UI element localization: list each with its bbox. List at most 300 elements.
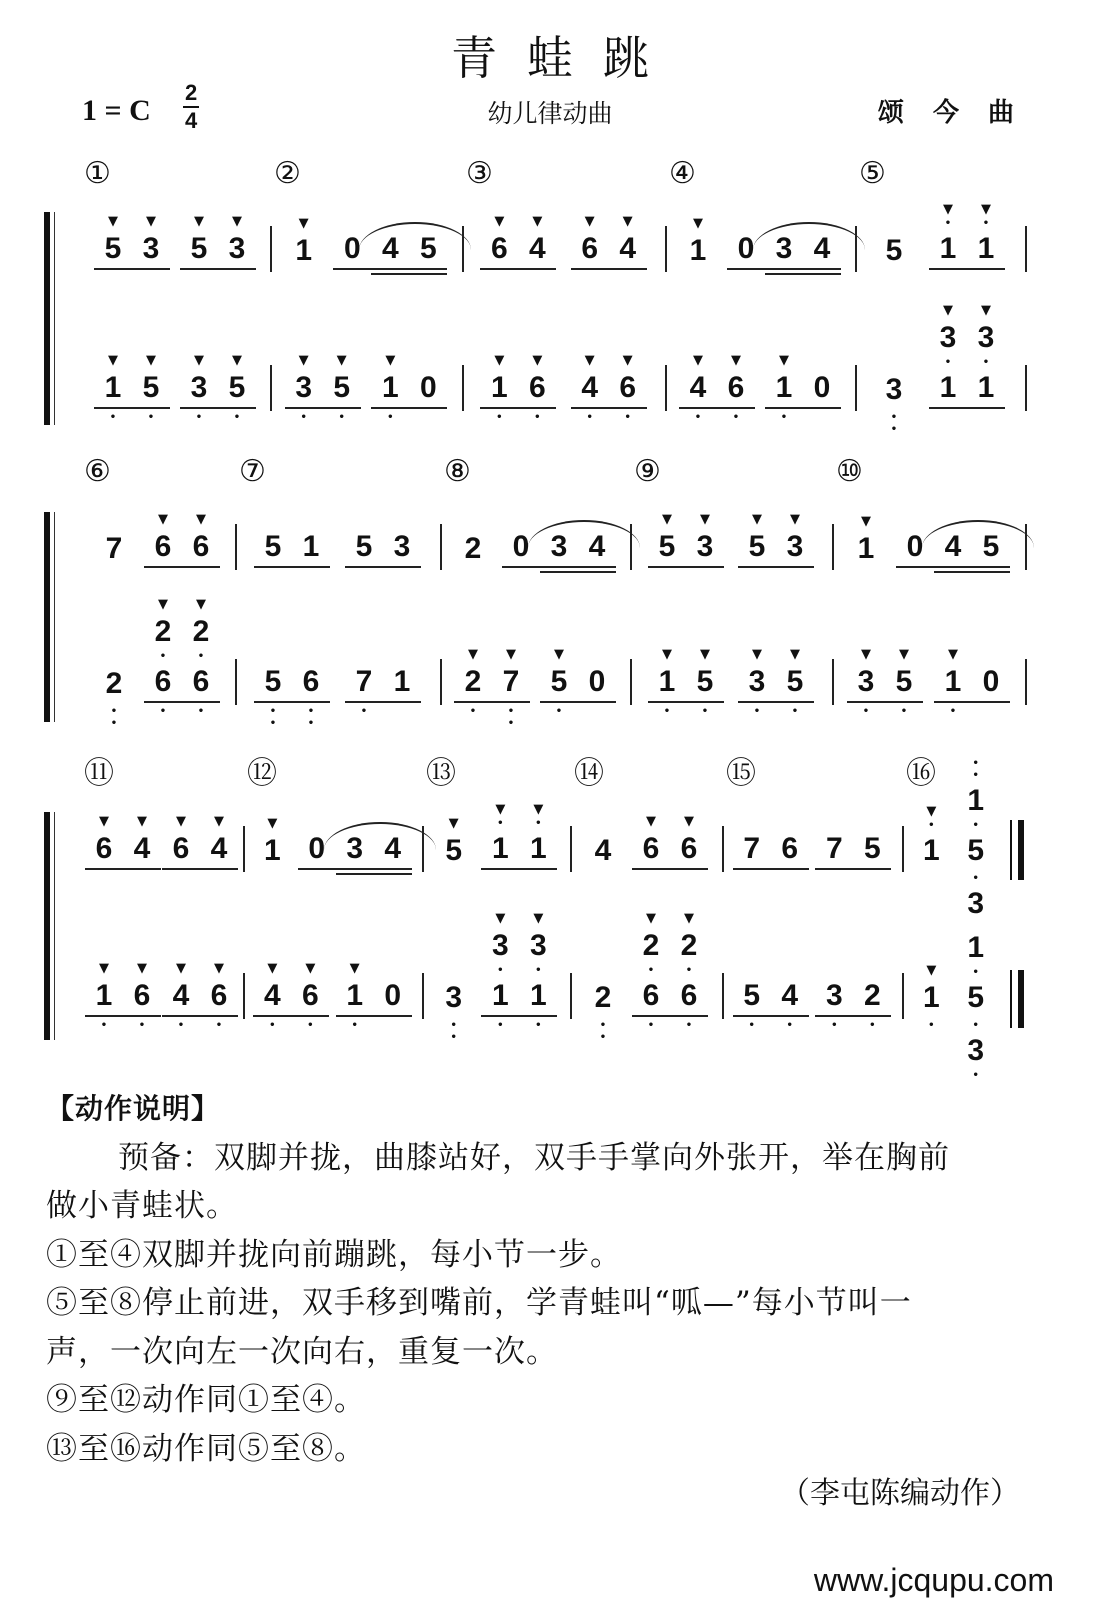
note-digit: 0	[374, 977, 412, 1017]
octave-dot: •	[450, 1020, 457, 1031]
chord-note: 3	[967, 1034, 984, 1067]
note-digit: 0	[298, 830, 336, 870]
note-digit: 0	[409, 369, 447, 409]
measure	[80, 845, 243, 1045]
octave-dot: •	[269, 706, 277, 717]
note-digit: 2	[464, 532, 482, 565]
accent-mark: ▼	[495, 911, 506, 926]
note-digit: 1	[689, 234, 707, 267]
note-digit: 7	[733, 830, 771, 870]
measure	[570, 845, 722, 1045]
note-digit: 5	[323, 369, 361, 409]
note-digit: 1	[922, 834, 940, 867]
accent-mark: ▼	[662, 512, 672, 527]
accent-mark: ▼	[752, 647, 762, 662]
low-marks	[307, 1017, 313, 1045]
accent-mark: ▼	[533, 802, 544, 817]
octave-dot: •	[972, 820, 979, 831]
barline	[422, 973, 424, 1019]
accent-mark: ▼	[99, 814, 109, 829]
low-marks	[269, 1017, 275, 1045]
note-digit: 4	[771, 977, 809, 1017]
octave-dot: •	[949, 706, 957, 717]
octave-dot: •	[338, 412, 345, 423]
octave-dot: •	[100, 1020, 108, 1031]
note-digit: 5	[445, 834, 462, 867]
measure-number: ⑩	[836, 454, 863, 489]
measure	[422, 845, 570, 1045]
note-digit: 1	[85, 977, 123, 1017]
note-digit: 4	[578, 528, 616, 568]
octave-dot: •	[972, 758, 979, 769]
note-digit: 5	[967, 834, 984, 867]
barline	[243, 973, 245, 1019]
accent-mark: ▼	[731, 353, 741, 368]
note-digit: 3	[686, 528, 724, 568]
octave-dot: •	[694, 412, 702, 423]
instructions-heading: 【动作说明】	[46, 1092, 221, 1125]
note	[815, 977, 853, 1045]
note-digit: 3	[815, 977, 853, 1017]
note-digit: 6	[518, 369, 556, 409]
low-marks	[748, 1017, 754, 1045]
chord-note: 2	[192, 615, 210, 648]
octave-dot: •	[197, 651, 205, 662]
octave-dot: •	[307, 718, 315, 729]
octave-dot: •	[972, 770, 979, 781]
note-group	[632, 911, 708, 1045]
accent-mark: ▼	[158, 597, 168, 612]
note	[733, 977, 771, 1045]
note-digit: 4	[253, 977, 291, 1017]
low-marks	[928, 1017, 934, 1045]
lower-staff	[0, 845, 1100, 1081]
note-digit: 5	[648, 528, 686, 568]
chord-note: 2	[680, 929, 698, 962]
octave-dot: •	[555, 706, 563, 717]
accent-mark: ▼	[196, 597, 206, 612]
note-digit: 6	[670, 830, 708, 870]
octave-dot: •	[534, 412, 541, 423]
note-digit: 1	[94, 369, 132, 409]
note-digit: 6	[571, 230, 609, 270]
accent-mark: ▼	[214, 961, 224, 976]
note-digit: 5	[686, 663, 724, 703]
octave-dot: •	[177, 1020, 185, 1031]
accent-mark: ▼	[943, 303, 953, 318]
accent-mark: ▼	[108, 214, 118, 229]
note-digit: 4	[518, 230, 556, 270]
chord-note: 3	[529, 929, 547, 962]
accent-mark: ▼	[926, 963, 937, 978]
accent-mark: ▼	[506, 647, 516, 662]
note-digit: 6	[632, 830, 670, 870]
note-digit: 5	[738, 528, 776, 568]
octave-dot: •	[748, 1020, 755, 1031]
note-group	[435, 979, 473, 1045]
octave-dot: •	[647, 965, 655, 976]
note-digit: 6	[85, 830, 123, 870]
measure-number: ⑪	[84, 756, 114, 791]
octave-dot: •	[928, 1020, 935, 1031]
accent-mark: ▼	[790, 512, 800, 527]
octave-dot: •	[753, 706, 761, 717]
note	[435, 979, 473, 1045]
note-digit: 1	[480, 369, 518, 409]
octave-dot: •	[469, 706, 477, 717]
note-digit: 0	[578, 663, 616, 703]
accent-mark: ▼	[790, 647, 800, 662]
note-digit: 4	[200, 830, 238, 870]
note-digit: 0	[727, 230, 765, 270]
note	[291, 961, 329, 1045]
note-digit: 6	[291, 977, 329, 1017]
octave-dot: •	[138, 1020, 146, 1031]
note-digit: 3	[776, 528, 814, 568]
accent-mark: ▼	[349, 961, 360, 976]
note-digit: 5	[776, 663, 814, 703]
instruction-line: ⑤至⑧停止前进，双手移到嘴前，学青蛙叫“呱—”每小节叫一	[46, 1285, 912, 1321]
note-digit: 5	[254, 663, 292, 703]
octave-dot: •	[599, 1020, 607, 1031]
note-digit: 4	[803, 230, 841, 270]
instruction-line: 预备：双脚并拢，曲膝站好，双手手掌向外张开，举在胸前	[118, 1139, 950, 1176]
octave-dot: •	[497, 965, 504, 976]
accent-mark: ▼	[861, 514, 871, 529]
note	[481, 911, 519, 1045]
note-digit: 5	[345, 528, 383, 568]
note-digit: 4	[162, 977, 200, 1017]
time-numerator: 2	[183, 80, 199, 108]
accent-mark: ▼	[943, 202, 953, 217]
accent-mark: ▼	[176, 814, 186, 829]
note-digit: 4	[934, 528, 972, 568]
octave-dot: •	[351, 1020, 358, 1031]
measure-number: ②	[274, 156, 301, 191]
low-marks	[786, 1017, 792, 1045]
note-digit: 3	[885, 373, 903, 406]
note	[912, 963, 950, 1045]
note-digit: 1	[383, 663, 421, 703]
octave-dot: •	[109, 412, 117, 423]
note	[771, 977, 809, 1045]
note-digit: 1	[371, 369, 409, 409]
note	[584, 979, 622, 1045]
measure-number: ④	[669, 156, 696, 191]
accent-mark: ▼	[298, 216, 309, 231]
note	[200, 961, 238, 1045]
octave-dot: •	[159, 706, 167, 717]
note-digit: 6	[480, 230, 518, 270]
note	[957, 929, 995, 1082]
note-group	[584, 979, 622, 1045]
octave-dot: •	[900, 706, 908, 717]
accent-mark: ▼	[752, 512, 762, 527]
octave-dot: •	[890, 424, 898, 435]
note-digit: 4	[594, 834, 612, 867]
note-digit: 1	[519, 830, 557, 870]
accent-mark: ▼	[700, 647, 710, 662]
low-marks	[957, 1017, 995, 1082]
accent-mark: ▼	[948, 647, 958, 662]
accent-mark: ▼	[146, 214, 156, 229]
octave-dot: •	[685, 965, 693, 976]
note-digit: 1	[967, 369, 1005, 409]
note-digit: 1	[922, 981, 940, 1014]
accent-mark: ▼	[532, 353, 543, 368]
note-group	[253, 961, 329, 1045]
accent-mark: ▼	[693, 216, 703, 231]
accent-mark: ▼	[981, 303, 991, 318]
octave-dot: •	[972, 1020, 979, 1031]
octave-dot: •	[972, 1070, 979, 1081]
octave-dot: •	[535, 818, 542, 829]
octave-dot: •	[535, 965, 542, 976]
octave-dot: •	[624, 412, 631, 423]
measure-number: ⑮	[726, 756, 756, 791]
accent-mark: ▼	[305, 961, 316, 976]
accent-mark: ▼	[232, 353, 242, 368]
note-digit: 1	[481, 830, 519, 870]
accent-mark: ▼	[646, 814, 656, 829]
octave-dot: •	[685, 1020, 693, 1031]
accent-mark: ▼	[194, 214, 204, 229]
accent-mark: ▼	[554, 647, 564, 662]
measure-number: ⑤	[859, 156, 886, 191]
octave-dot: •	[360, 706, 368, 717]
octave-dot: •	[197, 706, 205, 717]
accent-mark: ▼	[108, 353, 118, 368]
octave-dot: •	[791, 706, 799, 717]
low-marks	[600, 1017, 606, 1045]
chord-note: 1	[967, 931, 984, 964]
accent-mark: ▼	[158, 512, 168, 527]
note-digit: 5	[180, 230, 218, 270]
chord-note: 2	[642, 929, 660, 962]
chord-note: 3	[967, 887, 984, 920]
octave-dot: •	[732, 412, 740, 423]
accent-mark: ▼	[99, 961, 109, 976]
note	[162, 961, 200, 1045]
octave-dot: •	[110, 718, 118, 729]
octave-dot: •	[944, 218, 952, 229]
measure-number: ⑫	[247, 756, 277, 791]
accent-mark: ▼	[684, 814, 694, 829]
note-digit: 5	[254, 528, 292, 568]
octave-dot: •	[831, 1020, 838, 1031]
accent-mark: ▼	[448, 816, 459, 831]
note-digit: 1	[336, 977, 374, 1017]
note-group	[733, 977, 809, 1045]
note-digit: 0	[896, 528, 934, 568]
low-marks	[178, 1017, 184, 1045]
measure-number: ①	[84, 156, 111, 191]
note-digit: 5	[885, 234, 903, 267]
note-digit: 4	[679, 369, 717, 409]
accent-mark: ▼	[622, 353, 633, 368]
accent-mark: ▼	[298, 353, 309, 368]
note-digit: 2	[454, 663, 492, 703]
note-digit: 3	[765, 230, 803, 270]
note-digit: 3	[336, 830, 374, 870]
note-digit: 5	[409, 230, 447, 270]
accent-mark: ▼	[385, 353, 396, 368]
note	[123, 961, 161, 1045]
note-digit: 1	[934, 663, 972, 703]
note-digit: 2	[105, 667, 123, 700]
octave-dot: •	[586, 412, 593, 423]
note-digit: 6	[182, 663, 220, 703]
accent-mark: ▼	[176, 961, 186, 976]
note-digit: 5	[967, 981, 984, 1014]
octave-dot: •	[307, 1020, 314, 1031]
note-digit: 0	[972, 663, 1010, 703]
measure-number: ⑯	[906, 756, 936, 791]
note-digit: 1	[292, 528, 330, 568]
note-digit: 1	[765, 369, 803, 409]
accent-mark: ▼	[494, 214, 505, 229]
accent-mark: ▼	[267, 961, 278, 976]
note-digit: 6	[717, 369, 755, 409]
octave-dot: •	[507, 706, 515, 717]
note-group	[957, 929, 995, 1081]
note-digit: 7	[105, 532, 123, 565]
low-marks	[351, 1017, 357, 1045]
accent-mark: ▼	[137, 814, 147, 829]
note	[85, 961, 123, 1045]
final-barline	[1018, 820, 1024, 880]
measure	[902, 845, 1005, 1081]
final-barline-thin	[1010, 970, 1012, 1028]
note-digit: 5	[972, 528, 1010, 568]
accent-mark: ▼	[693, 353, 703, 368]
octave-dot: •	[982, 357, 990, 368]
chord-note: 3	[939, 321, 957, 354]
note-digit: 1	[519, 977, 557, 1017]
octave-dot: •	[890, 412, 898, 423]
note-digit: 5	[132, 369, 170, 409]
chord-note: 2	[154, 615, 172, 648]
octave-dot: •	[110, 706, 118, 717]
accent-mark: ▼	[861, 647, 871, 662]
note-digit: 3	[383, 528, 421, 568]
note-digit: 4	[123, 830, 161, 870]
octave-dot: •	[647, 1020, 655, 1031]
accent-mark: ▼	[532, 214, 543, 229]
note-digit: 6	[632, 977, 670, 1017]
note-digit: 6	[144, 528, 182, 568]
accent-mark: ▼	[662, 647, 672, 662]
choreographer-credit: （李屯陈编动作）	[780, 1476, 1020, 1511]
note-digit: 0	[502, 528, 540, 568]
note-digit: 5	[853, 830, 891, 870]
measure-number: ⑨	[634, 454, 661, 489]
octave-dot: •	[507, 718, 515, 729]
note-digit: 6	[144, 663, 182, 703]
accent-mark: ▼	[622, 214, 633, 229]
note-digit: 4	[374, 830, 412, 870]
barline	[722, 973, 724, 1019]
measure	[722, 845, 902, 1045]
note-digit: 3	[540, 528, 578, 568]
note-digit: 4	[609, 230, 647, 270]
watermark: www.jcqupu.com	[813, 1562, 1054, 1598]
note-digit: 5	[218, 369, 256, 409]
accent-mark: ▼	[494, 353, 505, 368]
octave-dot: •	[663, 706, 671, 717]
note-digit: 4	[571, 369, 609, 409]
note-digit: 5	[733, 977, 771, 1017]
octave-dot: •	[862, 706, 870, 717]
accent-mark: ▼	[214, 814, 224, 829]
instruction-line: 做小青蛙状。	[46, 1188, 238, 1224]
low-marks	[535, 1017, 541, 1045]
composer: 颂 今 曲	[877, 98, 1024, 128]
accent-mark: ▼	[899, 647, 909, 662]
accent-mark: ▼	[684, 911, 694, 926]
octave-dot: •	[535, 1020, 542, 1031]
low-marks	[450, 1017, 456, 1045]
low-marks	[497, 1017, 503, 1045]
octave-dot: •	[780, 412, 788, 423]
note-digit: 3	[132, 230, 170, 270]
note-digit: 6	[670, 977, 708, 1017]
chord-note: 1	[967, 784, 984, 817]
octave-dot: •	[972, 967, 979, 978]
note-digit: 1	[929, 369, 967, 409]
time-denominator: 4	[185, 108, 198, 133]
note	[632, 911, 670, 1045]
note-digit: 0	[333, 230, 371, 270]
instruction-line: 声，一次向左一次向右，重复一次。	[46, 1333, 558, 1370]
octave-dot: •	[496, 412, 503, 423]
instruction-line: ①至④双脚并拢向前蹦跳，每小节一步。	[46, 1236, 622, 1273]
note-digit: 6	[182, 528, 220, 568]
note-group	[815, 977, 891, 1045]
octave-dot: •	[497, 818, 504, 829]
accent-mark: ▼	[584, 353, 595, 368]
note-digit: 2	[853, 977, 891, 1017]
octave-dot: •	[944, 357, 952, 368]
barline	[570, 973, 572, 1019]
note-digit: 1	[295, 234, 312, 267]
octave-dot: •	[159, 651, 167, 662]
accent-mark: ▼	[336, 353, 347, 368]
note-digit: 0	[803, 369, 841, 409]
final-barline-thin	[1010, 820, 1012, 880]
note-digit: 6	[200, 977, 238, 1017]
measure-number: ⑦	[239, 454, 266, 489]
accent-mark: ▼	[700, 512, 710, 527]
accent-mark: ▼	[267, 816, 278, 831]
accent-mark: ▼	[646, 911, 656, 926]
note	[253, 961, 291, 1045]
note-digit: 1	[857, 532, 875, 565]
low-marks	[686, 1017, 692, 1045]
accent-mark: ▼	[584, 214, 595, 229]
octave-dot: •	[195, 412, 203, 423]
accent-mark: ▼	[533, 911, 544, 926]
low-marks	[139, 1017, 145, 1045]
accent-mark: ▼	[194, 353, 204, 368]
note	[336, 961, 374, 1045]
note-group	[162, 961, 238, 1045]
barline	[902, 973, 904, 1019]
low-marks	[101, 1017, 107, 1045]
accent-mark: ▼	[468, 647, 478, 662]
octave-dot: •	[928, 820, 935, 831]
measure-number: ⑭	[574, 756, 604, 791]
